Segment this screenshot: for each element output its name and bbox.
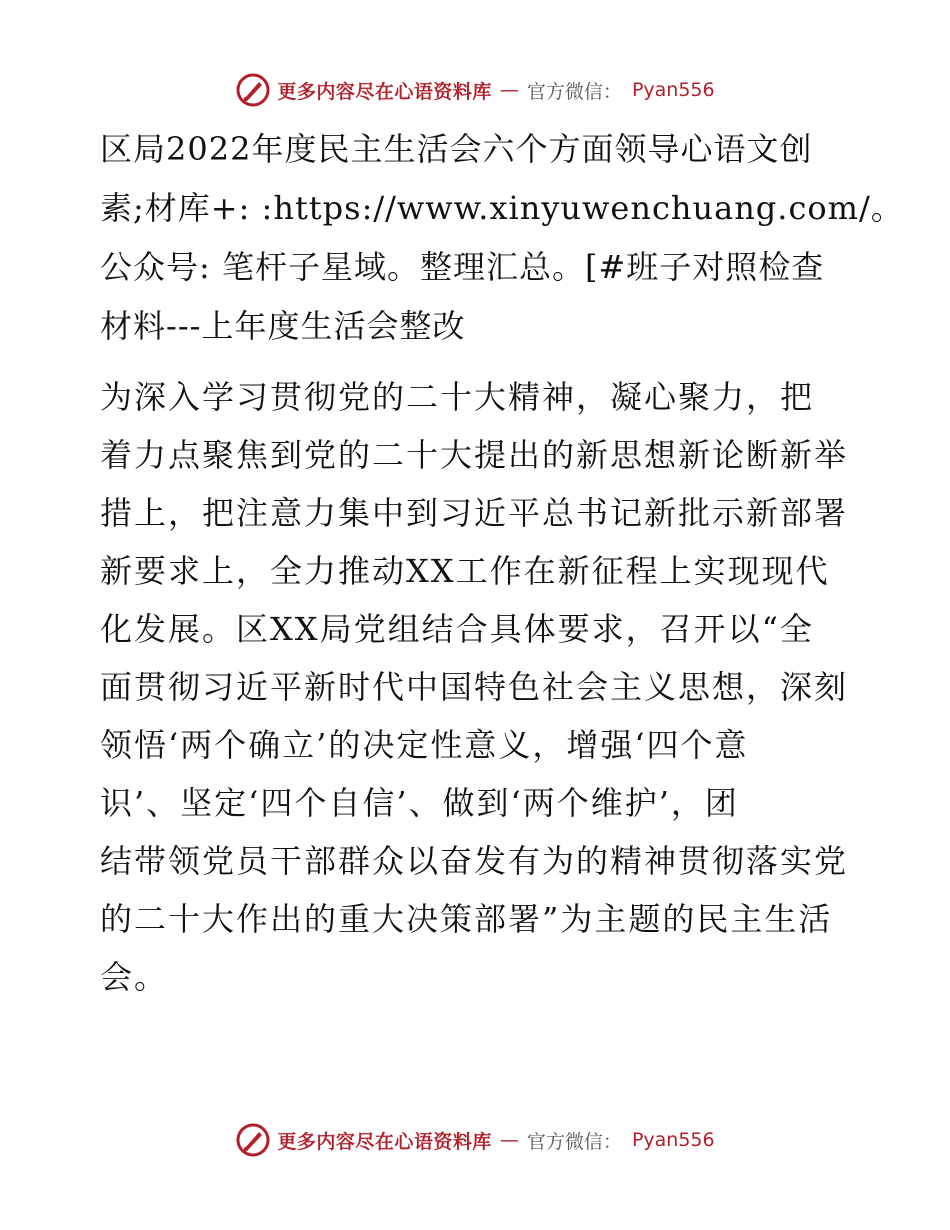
paragraph-line: 结带领党员干部群众以奋发有为的精神贯彻落实党	[100, 842, 849, 880]
paragraph-line: 措上，把注意力集中到习近平总书记新批示新部署	[100, 494, 849, 532]
watermark-dash: —	[499, 79, 519, 101]
header-watermark	[0, 70, 950, 110]
watermark-site-text: 更多内容尽在心语资料库	[277, 1130, 492, 1153]
pen-circle-logo-icon	[235, 1122, 271, 1158]
title-line: 公众号: 笔杆子星域。整理汇总。[#班子对照检查	[100, 248, 825, 286]
watermark-wechat-id: Pyan556	[631, 1129, 715, 1151]
paragraph-line: 领悟‘两个确立’的决定性意义，增强‘四个意	[100, 726, 749, 764]
paragraph-line: 新要求上，全力推动XX工作在新征程上实现现代	[100, 552, 830, 590]
title-line: 素;材库+: :https://www.xinyuwenchuang.com/。	[100, 189, 904, 227]
paragraph-line: 的二十大作出的重大决策部署”为主题的民主生活	[100, 900, 833, 938]
watermark-site-text: 更多内容尽在心语资料库	[277, 80, 492, 103]
paragraph-line: 为深入学习贯彻党的二十大精神，凝心聚力，把	[100, 378, 815, 416]
pen-circle-logo-icon	[235, 72, 271, 108]
title-line: 区局2022年度民主生活会六个方面领导心语文创	[100, 130, 813, 168]
document-title	[100, 126, 904, 362]
paragraph-line: 面贯彻习近平新时代中国特色社会主义思想，深刻	[100, 668, 849, 706]
paragraph-line: 着力点聚焦到党的二十大提出的新思想新论断新举	[100, 436, 849, 474]
watermark-dash: —	[499, 1129, 519, 1151]
watermark-wechat-label: 官方微信：	[526, 80, 622, 103]
paragraph-line: 化发展。区XX局党组结合具体要求，召开以“全	[100, 610, 814, 648]
watermark-wechat-label: 官方微信：	[526, 1130, 622, 1153]
paragraph-line: 会。	[100, 958, 169, 996]
footer-watermark	[0, 1120, 950, 1160]
title-line: 材料---上年度生活会整改	[100, 307, 466, 345]
paragraph-line: 识’、坚定‘四个自信’、做到‘两个维护’，团	[100, 784, 739, 822]
watermark-wechat-id: Pyan556	[631, 79, 715, 101]
document-paragraph	[100, 374, 850, 1012]
